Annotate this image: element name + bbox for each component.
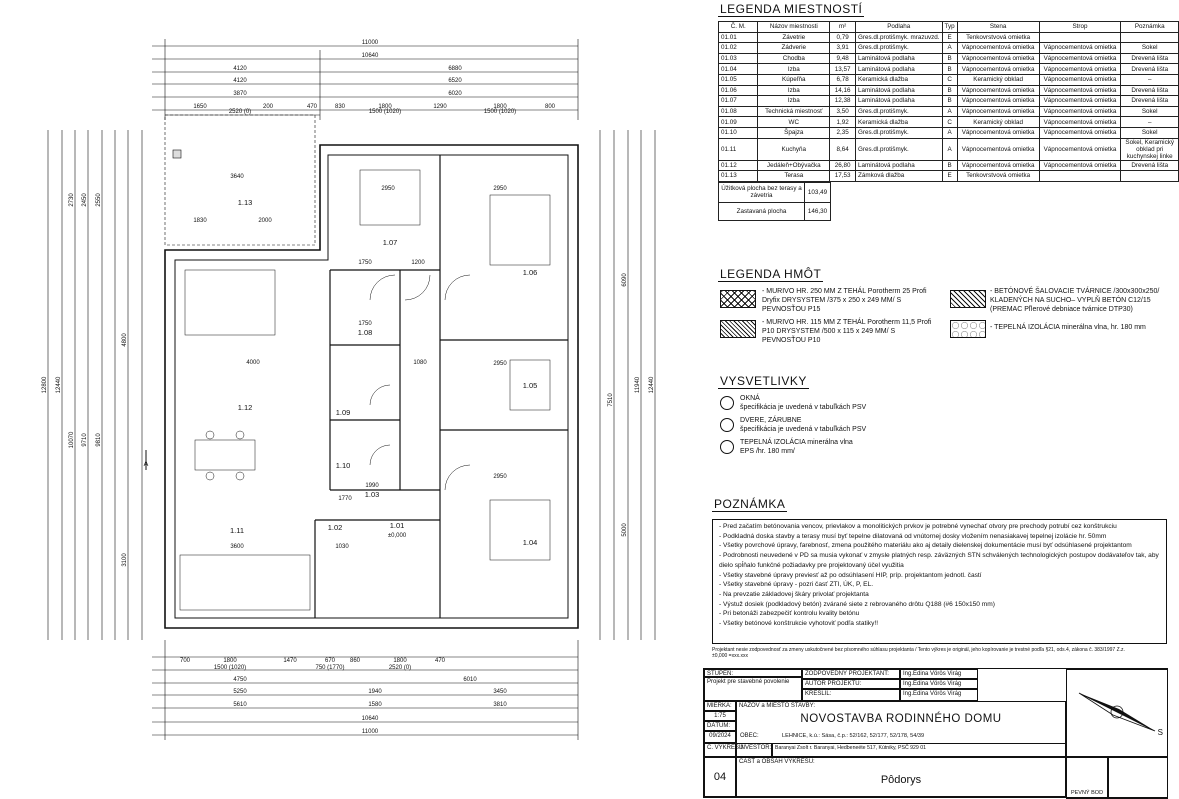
room-cell: – [1121,74,1179,85]
terrace-outline [165,115,315,245]
dim-1-12: 4000 [246,360,260,366]
room-cell: 01.07 [719,96,758,107]
dim-bot-6: 10640 [361,716,379,722]
room-cell: Gres.dl.protišmyk. [856,106,943,117]
dim-bot-7: 11000 [361,729,379,735]
room-cell: 0,79 [830,32,856,43]
dim-bot-1f: 1800 [393,658,407,664]
notes-box [712,519,1167,644]
note-item: - Výstuž dosiek (podkladový betón) zvárané siete z rebrovaného drôtu Q188 (#6 150x150 mm) [719,600,1160,610]
dim-bot-1b: 1800 [223,658,237,664]
area-summary-table [718,182,831,221]
room-cell: Závetrie [758,32,830,43]
note-item: - Pred začatím betónovania vencov, prievlakov a monolitických prvkov je potrebné vynechať otvory pre prechody potrubí cez konštrukciu [719,522,1160,532]
dim-top-3a: 4120 [233,66,247,72]
room-1-10: 1.10 [335,461,351,470]
insulation-note-text: TEPELNÁ IZOLÁCIA minerálna vlna EPS /hr. 180 mm/ [740,439,853,455]
room-cell: Izba [758,96,830,107]
scale-value: 1:75 [704,711,736,721]
dim-1-05: 2950 [493,361,507,367]
room-cell: 14,16 [830,85,856,96]
note-item: - Všetky povrchové úpravy, farebnosť, zmena použitého materiálu ako aj detaily dielenskej dokumentácie musí byť odsúhlasené projektantom [719,541,1160,551]
dim-top-6h: 800 [544,104,556,110]
built-area-label: Zastavaná plocha [719,202,805,220]
dim-1-08: 1750 [358,321,372,327]
room-cell: E [942,171,957,182]
col-header: Č. M. [719,22,758,33]
room-cell: Vápnocementová omietka [1039,117,1121,128]
dim-bot-4c: 3450 [493,689,507,695]
room-cell: Vápnocementová omietka [957,64,1039,75]
room-1-01: 1.01 [389,521,405,530]
room-row [719,117,1179,128]
note-item: - Na prevzatie základovej škáry privolať projektanta [719,590,1160,600]
usable-area-value: 103,49 [805,182,831,202]
materials-legend [718,265,1168,355]
elevation-text: ±0,000 =xxx.xxx [712,653,748,659]
dim-top-4a: 4120 [233,78,247,84]
insulation-symbol-icon [720,440,734,454]
room-cell: Drevená lišta [1121,96,1179,107]
room-cell: Vápnocementová omietka [1039,53,1121,64]
dim-1-03: 1990 [365,483,379,489]
room-cell: Vápnocementová omietka [957,106,1039,117]
room-cell: Laminátová podlaha [856,85,943,96]
dim-left-1: 12800 [42,376,48,394]
dim-top-7c: 1500 (1020) [483,109,517,115]
room-cell: Vápnocementová omietka [1039,160,1121,171]
responsible-label: ZODPOVEDNÝ PROJEKTANT: [802,669,900,679]
room-cell: A [942,43,957,54]
room-cell: Sokel [1121,127,1179,138]
room-cell: Vápnocementová omietka [957,85,1039,96]
room-cell: Laminátová podlaha [856,53,943,64]
note-item: - Podkladná doska stavby a terasy musí byť tepelne dilatovaná od vnútornej dosky vložením nenasiakavej tepelnej izolácie hr. 50mm [719,532,1160,542]
note-item: - Všetky stavebné úpravy previesť až po odsúhlasení HIP, príp. projektantom jednotl. častí [719,571,1160,581]
masonry-115-symbol [720,320,756,338]
room-cell: Vápnocementová omietka [957,160,1039,171]
room-cell: 26,80 [830,160,856,171]
part-label: ČASŤ a OBSAH VÝKRESU: [736,757,1066,797]
room-cell: Technická miestnosť [758,106,830,117]
dim-top-6b: 200 [262,104,274,110]
note-item: - Podrobnosti neuvedené v PD sa musia vykonať v zmysle platných resp. záväzných STN schválených technologických postupov dodávateľov tak, aby dielo spĺňalo funkčné požiadavky pre projektovaný účel využitia [719,551,1160,570]
room-1-02: 1.02 [327,523,343,532]
room-cell: B [942,64,957,75]
room-cell: Kuchyňa [758,138,830,160]
room-cell: – [1121,117,1179,128]
room-cell: 1,92 [830,117,856,128]
door-symbol-icon [720,418,734,432]
drawing-no: 04 [704,757,736,797]
room-cell: 3,91 [830,43,856,54]
room-cell: 13,57 [830,64,856,75]
project-name: NOVOSTAVBA RODINNÉHO DOMU [800,713,1002,725]
dim-left-4: 9710 [82,433,88,447]
dim-bot-3b: 6010 [463,677,477,683]
room-1-09: 1.09 [335,408,351,417]
dim-left-10: 3100 [122,553,128,567]
room-cell: Sokel [1121,43,1179,54]
room-cell: Sokel, Keramický obklad pri kuchynskej linke [1121,138,1179,160]
dim-top-6g: 1800 [493,104,507,110]
concrete-block-text: - BETÓNOVÉ ŠALOVACIE TVÁRNICE /300x300x250/ KLADENÝCH NA SUCHO– VYPLŇ BETÓN C12/15 (PREMAC Pľlerové debniace tvárnice DTP30) [990,288,1160,313]
room-cell: 12,38 [830,96,856,107]
dim-bot-4a: 5250 [233,689,247,695]
dim-left-9: 4800 [122,333,128,347]
notes [712,495,1167,659]
date-label: DÁTUM: [704,721,736,731]
room-cell: 8,64 [830,138,856,160]
dim-right-2: 11940 [635,376,641,394]
room-cell: Gres.dl.protišmyk. [856,43,943,54]
rooms-legend-title: LEGENDA MIESTNOSTÍ [720,2,863,16]
room-row [719,64,1179,75]
room-row [719,171,1179,182]
place-value: LEHNICE, k.ú.: Sása, č.p.: 52/162, 52/177, 52/178, 54/39 [782,733,925,739]
dim-top-7a: 2520 (0) [228,109,252,115]
rooms-table [718,21,1179,182]
dim-1-13-c: 2000 [258,218,272,224]
room-cell: Vápnocementová omietka [1039,85,1121,96]
dim-bot-1a: 700 [179,658,191,664]
col-header: Poznámka [1121,22,1179,33]
room-1-12: 1.12 [237,403,253,412]
room-cell: 9,48 [830,53,856,64]
dim-bot-1e: 860 [349,658,361,664]
room-cell: C [942,117,957,128]
disclaimer-text: Projektant nesie zodpovednosť za zmeny uskutočnené bez písomného súhlasu projektanta / Tento výkres je originál, jeho kopírovanie je trestné podľa §21, ods.4, zákona č. 383/1997 Z.z. [712,647,1125,653]
dim-1-07-a: 2950 [381,186,395,192]
room-cell: Vápnocementová omietka [957,127,1039,138]
usable-area-label: Úžitková plocha bez terasy a závetria [719,182,805,202]
room-cell: Keramická dlažba [856,117,943,128]
dim-right-3: 6090 [622,273,628,287]
dim-bot-2c: 2520 (0) [388,665,412,671]
room-cell: Drevená lišta [1121,160,1179,171]
dim-right-1: 12440 [649,376,655,394]
room-cell: A [942,138,957,160]
room-cell: Vápnocementová omietka [1039,138,1121,160]
dim-left-5: 9810 [96,433,102,447]
room-cell: Gres.dl.protišmyk. [856,138,943,160]
dim-top-4b: 6520 [448,78,462,84]
room-cell: Vápnocementová omietka [957,53,1039,64]
stage-value: Projekt pre stavebné povolenie [704,677,802,701]
room-row [719,96,1179,107]
room-cell: B [942,53,957,64]
note-item: - Všetky betónové konštrukcie vyhotoviť podľa statiky!! [719,619,1160,629]
notes-title: POZNÁMKA [714,497,786,511]
dim-bot-1d: 670 [324,658,336,664]
usable-area-row [719,182,831,202]
top-dimension-lines [152,39,578,120]
stage-label: STUPEŇ: [704,669,802,677]
room-cell: Chodba [758,53,830,64]
right-dimension-lines [600,130,655,640]
dim-bot-2a: 1500 (1020) [213,665,247,671]
room-cell: Tenkovrstvová omietka [957,171,1039,182]
room-cell: 17,53 [830,171,856,182]
windows-text: OKNÁ špecifikácia je uvedená v tabuľkách PSV [740,395,867,411]
dim-bot-1c: 1470 [283,658,297,664]
col-header: Strop [1039,22,1121,33]
dim-bot-1g: 470 [434,658,446,664]
investor-value: Baranyai Zsolt r. Baranyai, Hedbeneéte 517, Kútniky, PSČ 929 01 [772,743,1066,757]
room-row [719,43,1179,54]
author-label: AUTOR PROJEKTU: [802,679,900,689]
rooms-header-row [719,22,1179,33]
room-cell: Keramický obklad [957,74,1039,85]
dim-1-10: 1030 [335,544,349,550]
dim-1-06: 2950 [493,186,507,192]
door-swings [370,275,470,490]
dim-1-11: 3600 [230,544,244,550]
author-value: Ing.Edina Vörös Virág [900,679,978,689]
notes-list [719,522,1160,629]
room-1-07: 1.07 [382,238,398,247]
col-header: Názov miestnosti [758,22,830,33]
room-cell: Kúpeľňa [758,74,830,85]
dim-bot-5b: 1580 [368,702,382,708]
dim-top-3b: 6880 [448,66,462,72]
room-cell: Gres.dl.protišmyk. mrazuvzd. [856,32,943,43]
room-row [719,127,1179,138]
dim-1-04: 2950 [493,474,507,480]
room-cell: Drevená lišta [1121,53,1179,64]
room-cell: Gres.dl.protišmyk. [856,127,943,138]
masonry-115-text: - MURIVO HR. 115 MM Z TEHÁL Porotherm 11,5 Profi P10 DRYSYSTEM /500 x 115 x 249 MM/ S PEVNOSŤOU P10 [762,319,932,344]
date-value: 09/2024 [704,731,736,743]
room-cell: C [942,74,957,85]
insulation-symbol [950,320,986,338]
room-cell: E [942,32,957,43]
dim-left-2: 12440 [56,376,62,394]
drawing-title: Pôdorys [880,774,922,786]
room-row [719,74,1179,85]
dim-bot-5a: 5610 [233,702,247,708]
room-1-08: 1.08 [357,328,373,337]
dim-1-09: 1080 [413,360,427,366]
room-cell: Vápnocementová omietka [957,138,1039,160]
room-cell: Keramický obklad [957,117,1039,128]
col-header: Stena [957,22,1039,33]
north-arrow-icon [1069,671,1165,751]
room-cell: 01.13 [719,171,758,182]
dim-top-7b: 1500 (1020) [368,109,402,115]
section-mark-a: A [143,461,149,468]
drawing-no-label: Č. VÝKRESU: [704,743,736,757]
room-cell: 3,50 [830,106,856,117]
room-1-13: 1.13 [237,198,253,207]
dim-1-01: ±0,000 [387,533,407,539]
stamp-label: PEVNÝ BOD [1070,790,1104,796]
room-cell: 01.09 [719,117,758,128]
room-cell: 01.03 [719,53,758,64]
room-cell: 01.04 [719,64,758,75]
room-cell: Zámková dlažba [856,171,943,182]
col-header: Typ [942,22,957,33]
room-cell: Vápnocementová omietka [1039,64,1121,75]
room-cell: Drevená lišta [1121,64,1179,75]
dim-top-5b: 6020 [448,91,462,97]
room-cell: Tenkovrstvová omietka [957,32,1039,43]
room-cell: 01.02 [719,43,758,54]
insulation-text: - TEPELNÁ IZOLÁCIA minerálna vlna, hr. 180 mm [990,324,1146,331]
dim-top-6a: 1650 [193,104,207,110]
exterior-walls [165,145,578,628]
concrete-block-symbol [950,290,986,308]
room-cell: Vápnocementová omietka [1039,74,1121,85]
room-cell: Keramická dlažba [856,74,943,85]
note-item: - Pri betonáži zabezpečiť kontrolu kvality betónu [719,609,1160,619]
window-symbol-icon [720,396,734,410]
signature-box [1108,757,1168,799]
room-cell [1121,32,1179,43]
room-row [719,85,1179,96]
room-cell: Vápnocementová omietka [1039,106,1121,117]
dim-top-6f: 1290 [433,104,447,110]
room-cell: Sokel [1121,106,1179,117]
room-cell: Vápnocementová omietka [1039,43,1121,54]
dim-left-3: 10070 [69,431,75,449]
room-row [719,138,1179,160]
place-label: OBEC: [740,733,759,739]
room-cell [1039,32,1121,43]
north-letter: S [1157,728,1163,737]
materials-legend-title: LEGENDA HMÔT [720,267,822,281]
dim-1-13-b: 1830 [193,218,207,224]
room-cell: Vápnocementová omietka [1039,127,1121,138]
room-cell: WC [758,117,830,128]
room-cell: Laminátová podlaha [856,96,943,107]
room-cell: 6,78 [830,74,856,85]
dim-top-6e: 1800 [378,104,392,110]
room-cell: A [942,127,957,138]
dim-bot-5c: 3810 [493,702,507,708]
room-row [719,106,1179,117]
dim-top-6c: 470 [306,104,318,110]
room-1-04: 1.04 [522,538,538,547]
room-cell: Drevená lišta [1121,85,1179,96]
room-cell: Vápnocementová omietka [957,43,1039,54]
room-cell: Jedáleň+Obývačka [758,160,830,171]
dim-left-7: 2450 [82,193,88,207]
room-cell: 01.08 [719,106,758,117]
dim-top-6d: 830 [334,104,346,110]
dim-top-1: 11000 [361,40,379,46]
room-cell: Špajza [758,127,830,138]
room-cell: B [942,96,957,107]
room-cell: 2,35 [830,127,856,138]
col-header: m² [830,22,856,33]
room-cell: 01.11 [719,138,758,160]
room-1-03: 1.03 [364,490,380,499]
room-row [719,53,1179,64]
dim-1-13-a: 3640 [230,174,244,180]
room-cell: 01.01 [719,32,758,43]
room-cell: B [942,85,957,96]
built-area-value: 146,30 [805,202,831,220]
col-header: Podlaha [856,22,943,33]
room-cell: Izba [758,64,830,75]
room-cell: A [942,106,957,117]
room-cell [1039,171,1121,182]
built-area-row [719,202,831,220]
explanations [718,372,918,467]
note-item: - Všetky stavebné úpravy - pozri časť ZTI, ÚK, P, EL. [719,580,1160,590]
investor-label: INVESTOR: [736,743,772,757]
room-1-06: 1.06 [522,268,538,277]
dim-1-07-c: 1200 [411,260,425,266]
rooms-legend [718,0,1179,221]
name-label: NÁZOV a MIESTO STAVBY: [736,701,1066,743]
dim-1-02: 1770 [338,496,352,502]
room-1-11: 1.11 [229,526,245,535]
room-cell [1121,171,1179,182]
room-cell: 01.12 [719,160,758,171]
dim-right-4: 7510 [608,393,614,407]
drew-value: Ing.Edina Vörös Virág [900,689,978,701]
dim-left-6: 2730 [69,193,75,207]
dim-left-8: 2550 [96,193,102,207]
dim-right-5: 5000 [622,523,628,537]
north-arrow-box [1066,669,1168,757]
drew-label: KRESLIL: [802,689,900,701]
room-cell: Laminátová podlaha [856,64,943,75]
dim-bot-2b: 750 (1770) [315,665,345,671]
doors-text: DVERE, ZÁRUBNE špecifikácia je uvedená v tabuľkách PSV [740,417,867,433]
title-block [703,668,1168,798]
room-cell: Terasa [758,171,830,182]
room-cell: Vápnocementová omietka [957,96,1039,107]
room-cell: Zádverie [758,43,830,54]
dim-bot-3a: 4750 [233,677,247,683]
room-cell: B [942,160,957,171]
room-row [719,32,1179,43]
dim-top-2: 10640 [361,53,379,59]
dim-1-07-b: 1750 [358,260,372,266]
scale-label: MIERKA: [704,701,736,711]
dim-bot-4b: 1940 [368,689,382,695]
room-cell: Vápnocementová omietka [1039,96,1121,107]
dim-top-5a: 3870 [233,91,247,97]
room-row [719,160,1179,171]
room-cell: Laminátová podlaha [856,160,943,171]
masonry-250-text: - MURIVO HR. 250 MM Z TEHÁL Porotherm 25 Profi Dryfix DRYSYSTEM /375 x 250 x 249 MM/ S PEVNOSŤOU P15 [762,288,927,313]
explanations-title: VYSVETLIVKY [720,374,807,388]
masonry-250-symbol [720,290,756,308]
room-cell: 01.06 [719,85,758,96]
room-cell: 01.10 [719,127,758,138]
room-cell: 01.05 [719,74,758,85]
room-cell: Izba [758,85,830,96]
bottom-dimension-lines [152,640,578,740]
room-1-05: 1.05 [522,381,538,390]
responsible-value: Ing.Edina Vörös Virág [900,669,978,679]
